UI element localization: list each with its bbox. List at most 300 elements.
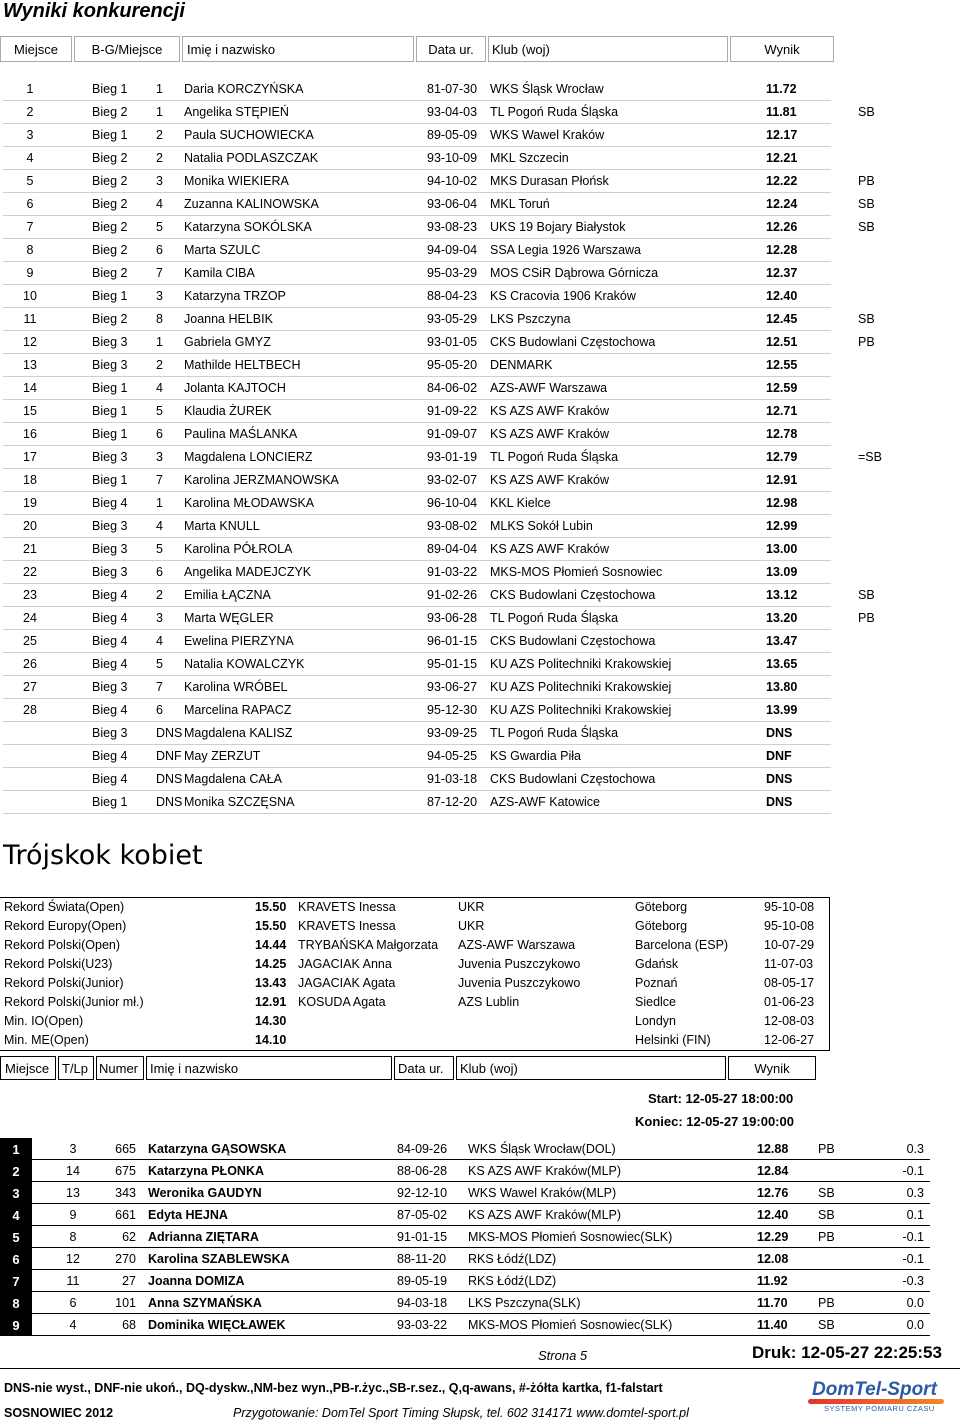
cell-place: 6 xyxy=(26,197,34,211)
cell-num: 68 xyxy=(122,1318,136,1332)
cell-heat: Bieg 4 xyxy=(92,611,128,625)
event-city: SOSNOWIEC 2012 xyxy=(4,1406,114,1420)
cell-heat: Bieg 3 xyxy=(92,358,128,372)
cell-heat: Bieg 3 xyxy=(92,680,128,694)
record-place: Poznań xyxy=(635,976,678,990)
record-place: Siedlce xyxy=(635,995,676,1009)
cell-dob: 93-10-09 xyxy=(427,151,478,165)
cell-heat: Bieg 2 xyxy=(92,105,128,119)
cell-note: SB xyxy=(818,1186,835,1200)
cell-name: Natalia KOWALCZYK xyxy=(184,657,305,671)
record-club: AZS-AWF Warszawa xyxy=(458,938,576,952)
cell-club: UKS 19 Bojary Białystok xyxy=(490,220,626,234)
table-row xyxy=(3,101,875,124)
cell-place: 3 xyxy=(0,1182,32,1204)
end-time: Koniec: 12-05-27 19:00:00 xyxy=(635,1114,794,1129)
table-row xyxy=(3,722,831,745)
record-club: Juvenia Puszczykowo xyxy=(458,957,581,971)
cell-result: 12.28 xyxy=(766,243,798,257)
cell-club: KS Gwardia Piła xyxy=(490,749,582,763)
table-row xyxy=(0,1248,930,1270)
table-row xyxy=(3,400,831,423)
cell-heat: Bieg 2 xyxy=(92,266,128,280)
cell-place: 17 xyxy=(23,450,37,464)
cell-heat: Bieg 2 xyxy=(92,174,128,188)
cell-tlp: 11 xyxy=(66,1274,80,1288)
cell-result: 12.71 xyxy=(766,404,798,418)
cell-name: May ZERZUT xyxy=(184,749,261,763)
cell-club: KS AZS AWF Kraków xyxy=(490,473,610,487)
cell-note: PB xyxy=(858,174,875,188)
cell-name: Edyta HEJNA xyxy=(148,1208,228,1222)
cell-result: 13.12 xyxy=(766,588,798,602)
table-row xyxy=(3,170,875,193)
cell-tlp: 13 xyxy=(66,1186,80,1200)
cell-club: LKS Pszczyna(SLK) xyxy=(468,1296,581,1310)
logo-name: DomTel-Sport xyxy=(812,1379,937,1400)
record-holder: TRYBAŃSKA Małgorzata xyxy=(298,938,439,952)
header-miejsce: Miejsce xyxy=(0,36,72,62)
record-row xyxy=(0,936,829,955)
cell-name: Katarzyna TRZOP xyxy=(184,289,286,303)
cell-note: SB xyxy=(858,312,875,326)
cell-dob: 95-05-20 xyxy=(427,358,478,372)
table-row xyxy=(3,469,831,492)
cell-dob: 96-10-04 xyxy=(427,496,478,510)
cell-pos: 7 xyxy=(156,680,163,694)
cell-result: 12.78 xyxy=(766,427,798,441)
cell-pos: 4 xyxy=(156,519,163,533)
cell-club: DENMARK xyxy=(490,358,553,372)
record-date: 12-08-03 xyxy=(764,1014,815,1028)
cell-name: Zuzanna KALINOWSKA xyxy=(184,197,319,211)
record-place: Londyn xyxy=(635,1014,677,1028)
cell-result: 12.22 xyxy=(766,174,798,188)
cell-dob: 94-09-04 xyxy=(427,243,478,257)
table-row xyxy=(0,1314,930,1336)
cell-name: Marcelina RAPACZ xyxy=(184,703,292,717)
prepared-by: Przygotowanie: DomTel Sport Timing Słupsk, tel. 602 314171 www.domtel-sport.pl xyxy=(233,1406,689,1420)
cell-result: 12.08 xyxy=(757,1252,789,1266)
cell-place: 18 xyxy=(23,473,37,487)
cell-place: 4 xyxy=(26,151,34,165)
cell-name: Magdalena CAŁA xyxy=(184,772,282,786)
cell-club: WKS Wawel Kraków(MLP) xyxy=(468,1186,617,1200)
cell-pos: 1 xyxy=(156,335,163,349)
cell-result: 12.98 xyxy=(766,496,798,510)
table-row xyxy=(3,147,831,170)
cell-result: 11.81 xyxy=(766,105,797,119)
cell-heat: Bieg 4 xyxy=(92,749,128,763)
cell-club: TL Pogoń Ruda Śląska xyxy=(490,611,619,625)
cell-name: Karolina MŁODAWSKA xyxy=(184,496,315,510)
cell-heat: Bieg 1 xyxy=(92,381,128,395)
cell-club: KS Cracovia 1906 Kraków xyxy=(490,289,636,303)
logo-subtitle: SYSTEMY POMIARU CZASU xyxy=(824,1404,935,1413)
record-date: 12-06-27 xyxy=(764,1033,815,1047)
table-row xyxy=(3,745,831,768)
record-date: 95-10-08 xyxy=(764,900,815,914)
cell-note: PB xyxy=(818,1296,835,1310)
record-place: Gdańsk xyxy=(635,957,679,971)
cell-club: KU AZS Politechniki Krakowskiej xyxy=(490,703,672,717)
cell-name: Mathilde HELTBECH xyxy=(184,358,301,372)
cell-pos: 4 xyxy=(156,197,163,211)
record-value: 14.10 xyxy=(255,1033,287,1047)
cell-place: 1 xyxy=(26,82,34,96)
cell-club: RKS Łódź(LDZ) xyxy=(468,1274,557,1288)
cell-place: 27 xyxy=(23,680,37,694)
cell-dob: 95-12-30 xyxy=(427,703,478,717)
record-label: Rekord Polski(Junior) xyxy=(4,976,124,990)
cell-heat: Bieg 1 xyxy=(92,82,128,96)
record-date: 08-05-17 xyxy=(764,976,815,990)
cell-pos: DNS xyxy=(156,772,183,786)
cell-result: DNS xyxy=(766,795,793,809)
cell-result: 13.20 xyxy=(766,611,798,625)
cell-place: 8 xyxy=(0,1292,32,1314)
cell-result: 12.37 xyxy=(766,266,798,280)
record-place: Barcelona (ESP) xyxy=(635,938,729,952)
cell-pos: 7 xyxy=(156,473,163,487)
header2-dob: Data ur. xyxy=(394,1056,454,1080)
results-table-triple-jump xyxy=(0,1138,960,1336)
cell-club: WKS Śląsk Wrocław(DOL) xyxy=(468,1142,616,1156)
cell-heat: Bieg 3 xyxy=(92,565,128,579)
cell-club: KKL Kielce xyxy=(490,496,551,510)
cell-heat: Bieg 2 xyxy=(92,151,128,165)
table-row xyxy=(3,377,831,400)
cell-place: 20 xyxy=(23,519,37,533)
cell-heat: Bieg 1 xyxy=(92,427,128,441)
cell-dob: 89-05-09 xyxy=(427,128,478,142)
cell-pos: 5 xyxy=(156,657,163,671)
cell-result: 12.24 xyxy=(766,197,798,211)
table-row xyxy=(3,124,831,147)
cell-dob: 89-04-04 xyxy=(427,542,478,556)
cell-pos: 5 xyxy=(156,542,163,556)
cell-tlp: 4 xyxy=(69,1318,77,1332)
cell-name: Karolina PÓŁROLA xyxy=(184,542,293,556)
cell-place: 11 xyxy=(23,312,37,326)
header-dob: Data ur. xyxy=(416,36,486,62)
cell-wind: 0.0 xyxy=(906,1318,924,1332)
cell-tlp: 8 xyxy=(69,1230,77,1244)
cell-tlp: 9 xyxy=(69,1208,77,1222)
cell-name: Marta WĘGLER xyxy=(184,611,274,625)
cell-num: 62 xyxy=(122,1230,136,1244)
table-row xyxy=(0,1160,930,1182)
record-label: Rekord Polski(U23) xyxy=(4,957,113,971)
cell-num: 665 xyxy=(115,1142,136,1156)
cell-name: Katarzyna GĄSOWSKA xyxy=(148,1142,287,1156)
cell-name: Jolanta KAJTOCH xyxy=(184,381,286,395)
cell-dob: 93-09-25 xyxy=(427,726,478,740)
cell-club: AZS-AWF Katowice xyxy=(490,795,600,809)
cell-name: Marta KNULL xyxy=(184,519,260,533)
cell-dob: 87-12-20 xyxy=(427,795,478,809)
cell-result: 11.40 xyxy=(757,1318,788,1332)
header-bg-miejsce: B-G/Miejsce xyxy=(74,36,180,62)
cell-result: 12.76 xyxy=(757,1186,789,1200)
cell-pos: 1 xyxy=(156,82,163,96)
records-table xyxy=(0,897,830,1051)
cell-result: DNF xyxy=(766,749,792,763)
cell-name: Daria KORCZYŃSKA xyxy=(184,82,304,96)
record-value: 14.30 xyxy=(255,1014,287,1028)
cell-result: 13.00 xyxy=(766,542,798,556)
cell-dob: 92-12-10 xyxy=(397,1186,448,1200)
cell-num: 270 xyxy=(115,1252,136,1266)
cell-tlp: 12 xyxy=(66,1252,80,1266)
table-row xyxy=(3,561,831,584)
footer-divider xyxy=(0,1368,960,1369)
cell-dob: 88-11-20 xyxy=(397,1252,447,1266)
cell-wind: -0.1 xyxy=(902,1252,924,1266)
cell-name: Angelika STĘPIEŃ xyxy=(184,105,289,119)
cell-pos: 6 xyxy=(156,703,163,717)
cell-name: Paulina MAŚLANKA xyxy=(184,427,298,441)
cell-result: 13.80 xyxy=(766,680,798,694)
cell-heat: Bieg 1 xyxy=(92,795,128,809)
cell-name: Joanna DOMIZA xyxy=(148,1274,245,1288)
cell-place: 2 xyxy=(0,1160,32,1182)
cell-heat: Bieg 4 xyxy=(92,703,128,717)
cell-pos: 3 xyxy=(156,611,163,625)
table-row xyxy=(3,791,831,814)
cell-pos: 2 xyxy=(156,358,163,372)
record-label: Min. IO(Open) xyxy=(4,1014,84,1028)
table-row xyxy=(0,1204,930,1226)
cell-heat: Bieg 4 xyxy=(92,496,128,510)
table-row xyxy=(3,262,831,285)
cell-club: WKS Wawel Kraków xyxy=(490,128,605,142)
table-row xyxy=(3,699,831,722)
record-row xyxy=(0,1031,829,1050)
cell-result: 12.40 xyxy=(757,1208,789,1222)
cell-name: Dominika WIĘCŁAWEK xyxy=(148,1318,286,1332)
record-date: 95-10-08 xyxy=(764,919,815,933)
cell-name: Magdalena LONCIERZ xyxy=(184,450,313,464)
cell-dob: 93-02-07 xyxy=(427,473,478,487)
record-club: UKR xyxy=(458,900,485,914)
record-holder: JAGACIAK Agata xyxy=(298,976,396,990)
cell-dob: 93-06-04 xyxy=(427,197,478,211)
cell-place: 25 xyxy=(23,634,37,648)
record-row xyxy=(0,955,829,974)
cell-place: 21 xyxy=(23,542,37,556)
cell-wind: 0.0 xyxy=(906,1296,924,1310)
cell-name: Emilia ŁĄCZNA xyxy=(184,588,271,602)
cell-heat: Bieg 1 xyxy=(92,128,128,142)
cell-name: Kamila CIBA xyxy=(184,266,255,280)
cell-result: 13.47 xyxy=(766,634,798,648)
header-name: Imię i nazwisko xyxy=(182,36,414,62)
record-row xyxy=(0,917,829,936)
cell-num: 661 xyxy=(115,1208,136,1222)
cell-dob: 91-09-22 xyxy=(427,404,478,418)
cell-wind: -0.1 xyxy=(902,1164,924,1178)
header2-numer: Numer xyxy=(96,1056,144,1080)
cell-tlp: 3 xyxy=(69,1142,77,1156)
record-label: Rekord Świata(Open) xyxy=(4,900,125,914)
cell-heat: Bieg 2 xyxy=(92,243,128,257)
cell-name: Magdalena KALISZ xyxy=(184,726,293,740)
record-label: Min. ME(Open) xyxy=(4,1033,89,1047)
cell-club: MKL Toruń xyxy=(490,197,550,211)
cell-club: TL Pogoń Ruda Śląska xyxy=(490,450,619,464)
cell-name: Ewelina PIERZYNA xyxy=(184,634,294,648)
table-row xyxy=(3,446,882,469)
cell-dob: 87-05-02 xyxy=(397,1208,448,1222)
table-row xyxy=(3,584,875,607)
cell-pos: DNF xyxy=(156,749,182,763)
record-label: Rekord Polski(Junior mł.) xyxy=(4,995,144,1009)
cell-club: KS AZS AWF Kraków xyxy=(490,542,610,556)
legend-text: DNS-nie wyst., DNF-nie ukoń., DQ-dyskw.,NM-bez wyn.,PB-r.życ.,SB-r.sez., Q,q-awans, #-żółta kartka, f1-falstart xyxy=(4,1381,663,1395)
cell-heat: Bieg 3 xyxy=(92,542,128,556)
cell-place: 22 xyxy=(23,565,37,579)
record-row xyxy=(0,974,829,993)
cell-num: 343 xyxy=(115,1186,136,1200)
cell-pos: 5 xyxy=(156,404,163,418)
cell-dob: 88-04-23 xyxy=(427,289,478,303)
record-place: Helsinki (FIN) xyxy=(635,1033,711,1047)
cell-dob: 93-04-03 xyxy=(427,105,478,119)
record-label: Rekord Europy(Open) xyxy=(4,919,127,933)
cell-note: PB xyxy=(818,1142,835,1156)
record-holder: KRAVETS Inessa xyxy=(298,900,396,914)
cell-result: 13.09 xyxy=(766,565,798,579)
cell-place: 23 xyxy=(23,588,37,602)
cell-dob: 84-06-02 xyxy=(427,381,478,395)
cell-name: Joanna HELBIK xyxy=(184,312,273,326)
cell-wind: 0.3 xyxy=(906,1142,924,1156)
cell-note: PB xyxy=(818,1230,835,1244)
cell-club: AZS-AWF Warszawa xyxy=(490,381,608,395)
record-club: Juvenia Puszczykowo xyxy=(458,976,581,990)
cell-heat: Bieg 4 xyxy=(92,588,128,602)
record-value: 12.91 xyxy=(255,995,287,1009)
cell-heat: Bieg 2 xyxy=(92,220,128,234)
cell-place: 16 xyxy=(23,427,37,441)
cell-dob: 91-03-18 xyxy=(427,772,478,786)
cell-club: CKS Budowlani Częstochowa xyxy=(490,772,656,786)
cell-result: DNS xyxy=(766,726,793,740)
cell-note: SB xyxy=(818,1208,835,1222)
cell-dob: 96-01-15 xyxy=(427,634,478,648)
cell-place: 26 xyxy=(23,657,37,671)
cell-place: 5 xyxy=(0,1226,32,1248)
cell-num: 27 xyxy=(122,1274,136,1288)
cell-club: KS AZS AWF Kraków(MLP) xyxy=(468,1164,622,1178)
cell-club: MKS-MOS Płomień Sosnowiec xyxy=(490,565,663,579)
cell-note: SB xyxy=(858,588,875,602)
cell-pos: 1 xyxy=(156,105,163,119)
cell-club: TL Pogoń Ruda Śląska xyxy=(490,105,619,119)
cell-club: KS AZS AWF Kraków xyxy=(490,427,610,441)
cell-dob: 93-01-05 xyxy=(427,335,478,349)
page-title: Wyniki konkurencji xyxy=(3,0,185,22)
table-row xyxy=(3,653,831,676)
record-date: 11-07-03 xyxy=(764,957,814,971)
cell-club: MKL Szczecin xyxy=(490,151,569,165)
cell-club: RKS Łódź(LDZ) xyxy=(468,1252,557,1266)
cell-wind: -0.1 xyxy=(902,1230,924,1244)
cell-pos: 2 xyxy=(156,128,163,142)
cell-name: Angelika MADEJCZYK xyxy=(184,565,312,579)
cell-club: WKS Śląsk Wrocław xyxy=(490,82,604,96)
cell-heat: Bieg 3 xyxy=(92,519,128,533)
cell-dob: 91-01-15 xyxy=(397,1230,448,1244)
header2-miejsce: Miejsce xyxy=(0,1056,56,1080)
cell-name: Weronika GAUDYN xyxy=(148,1186,262,1200)
table-row xyxy=(3,308,875,331)
cell-pos: 2 xyxy=(156,588,163,602)
cell-result: 12.21 xyxy=(766,151,798,165)
cell-note: PB xyxy=(858,335,875,349)
cell-result: 12.26 xyxy=(766,220,798,234)
cell-dob: 93-06-27 xyxy=(427,680,478,694)
cell-club: CKS Budowlani Częstochowa xyxy=(490,588,656,602)
cell-heat: Bieg 1 xyxy=(92,473,128,487)
cell-heat: Bieg 3 xyxy=(92,726,128,740)
cell-result: 13.65 xyxy=(766,657,798,671)
cell-wind: -0.3 xyxy=(902,1274,924,1288)
cell-note: PB xyxy=(858,611,875,625)
cell-result: 12.40 xyxy=(766,289,798,303)
cell-place: 2 xyxy=(26,105,34,119)
cell-pos: 2 xyxy=(156,151,163,165)
cell-dob: 91-03-22 xyxy=(427,565,478,579)
cell-result: 12.84 xyxy=(757,1164,789,1178)
cell-heat: Bieg 1 xyxy=(92,404,128,418)
table-row xyxy=(3,193,875,216)
cell-wind: 0.3 xyxy=(906,1186,924,1200)
cell-place: 15 xyxy=(23,404,37,418)
cell-result: 12.17 xyxy=(766,128,798,142)
table-row xyxy=(3,768,831,791)
cell-result: 12.55 xyxy=(766,358,798,372)
cell-club: KU AZS Politechniki Krakowskiej xyxy=(490,680,672,694)
domtel-logo xyxy=(808,1379,948,1423)
cell-tlp: 14 xyxy=(66,1164,80,1178)
cell-pos: 6 xyxy=(156,243,163,257)
cell-result: 12.59 xyxy=(766,381,798,395)
cell-dob: 93-06-28 xyxy=(427,611,478,625)
record-holder: KOSUDA Agata xyxy=(298,995,386,1009)
cell-pos: 4 xyxy=(156,634,163,648)
cell-note: SB xyxy=(858,220,875,234)
cell-dob: 91-02-26 xyxy=(427,588,478,602)
cell-pos: 8 xyxy=(156,312,163,326)
cell-pos: 6 xyxy=(156,427,163,441)
cell-name: Karolina SZABLEWSKA xyxy=(148,1252,290,1266)
record-date: 01-06-23 xyxy=(764,995,815,1009)
cell-heat: Bieg 4 xyxy=(92,634,128,648)
cell-dob: 89-05-19 xyxy=(397,1274,448,1288)
cell-result: 12.79 xyxy=(766,450,798,464)
cell-place: 9 xyxy=(0,1314,32,1336)
cell-pos: 7 xyxy=(156,266,163,280)
cell-pos: DNS xyxy=(156,795,183,809)
cell-place: 6 xyxy=(0,1248,32,1270)
cell-club: MLKS Sokół Lubin xyxy=(490,519,593,533)
table-row xyxy=(3,538,831,561)
table-row xyxy=(0,1292,930,1314)
cell-place: 14 xyxy=(23,381,37,395)
cell-result: DNS xyxy=(766,772,793,786)
